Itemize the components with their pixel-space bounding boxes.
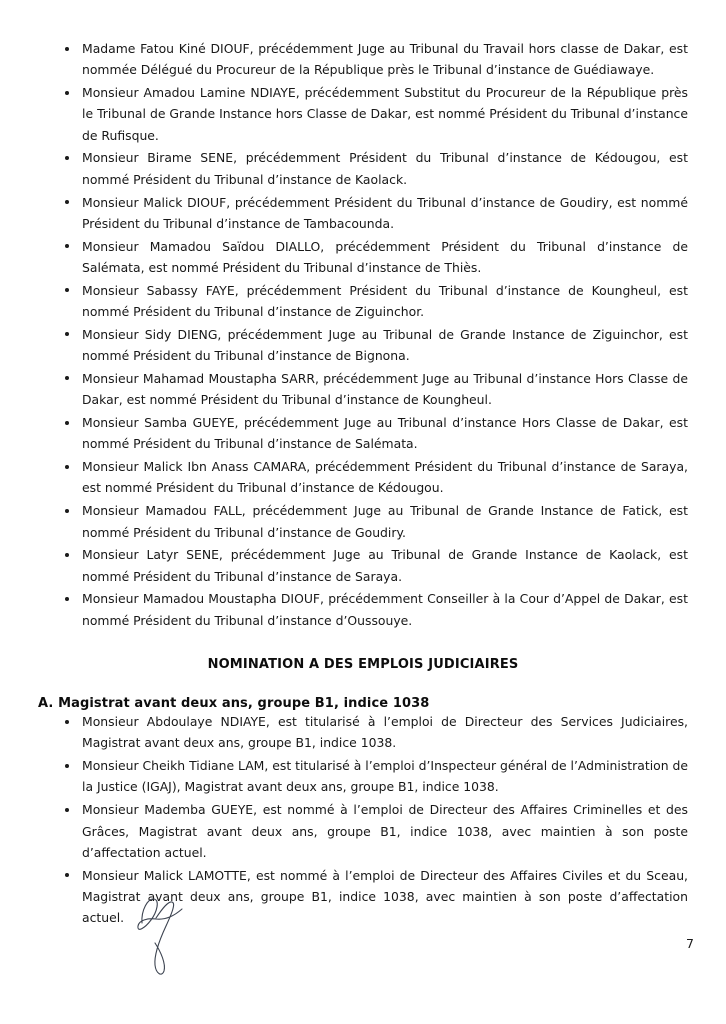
transfer-list-item [38,368,688,411]
transfer-list-item-text: Monsieur Malick DIOUF, précédemment Président du Tribunal d’instance de Goudiry, est nommé Président du Tribunal d’instance de Tambacounda. [82,194,688,231]
bullet-dot-icon [65,421,69,425]
section-heading-nomination: NOMINATION A DES EMPLOIS JUDICIAIRES [207,657,519,673]
bullet-dot-icon [65,764,69,768]
transfer-list-item-text: Monsieur Mahamad Moustapha SARR, précédemment Juge au Tribunal d’instance Hors Classe de Dakar, est nommé Président du Tribunal d’instance de Koungheul. [82,370,688,408]
bullet-dot-icon [65,244,69,248]
transfer-list-item [38,500,688,543]
bullet-dot-icon [65,553,69,557]
appointment-list-item-text: Monsieur Malick LAMOTTE, est nommé à l’emploi de Directeur des Affaires Civiles et du Sceau, Magistrat avant deux ans, groupe B1, indice 1038, avec maintien à son poste d’affectation actuel. [82,867,688,926]
bullet-dot-icon [65,597,69,601]
transfer-list-item-text: Monsieur Mamadou FALL, précédemment Juge au Tribunal de Grande Instance de Fatick, est nommé Président du Tribunal d’instance de Goudiry. [82,503,688,540]
transfer-list-item [38,588,688,631]
handwritten-signature [108,893,268,981]
transfer-list-item-text: Monsieur Malick Ibn Anass CAMARA, précédemment Président du Tribunal d’instance de Saraya, est nommé Président du Tribunal d’instance de Kédougou. [82,459,688,496]
document-body [38,38,688,930]
transfer-list-item [38,192,688,235]
transfer-list-item [38,324,688,367]
bullet-dot-icon [65,509,69,513]
transfer-list-item-text: Monsieur Mamadou Saïdou DIALLO, précédemment Président du Tribunal d’instance de Salémata, est nommé Président du Tribunal d’instance de Thiès. [82,238,688,275]
transfer-list-item-text: Monsieur Samba GUEYE, précédemment Juge au Tribunal d’instance Hors Classe de Dakar, est nommé Président du Tribunal d’instance de Salémata. [82,415,688,452]
appointment-list-item-text: Monsieur Mademba GUEYE, est nommé à l’emploi de Directeur des Affaires Criminelles et des Grâces, Magistrat avant deux ans, groupe B1, indice 1038, avec maintien à son poste d’affectation actuel. [82,802,688,860]
bullet-dot-icon [65,376,69,380]
appointment-list-item [38,755,688,798]
bullet-dot-icon [65,156,69,160]
page-number: 7 [686,936,694,951]
bullet-dot-icon [65,332,69,336]
bullet-dot-icon [65,91,69,95]
bullet-dot-icon [65,200,69,204]
transfer-list-item [38,544,688,587]
transfer-list-item-text: Monsieur Amadou Lamine NDIAYE, précédemment Substitut du Procureur de la République près le Tribunal de Grande Instance hors Classe de Dakar, est nommé Président du Tribunal d’instance de Rufisque. [82,85,688,143]
transfer-list-item [38,412,688,455]
bullet-dot-icon [65,47,69,51]
transfer-list-item-text: Monsieur Birame SENE, précédemment Président du Tribunal d’instance de Kédougou, est nommé Président du Tribunal d’instance de Kaolack. [82,150,688,187]
appointment-list-item [38,711,688,754]
bullet-dot-icon [65,720,69,724]
transfer-list-item-text: Monsieur Sabassy FAYE, précédemment Président du Tribunal d’instance de Koungheul, est nommé Président du Tribunal d’instance de Ziguinchor. [82,282,688,320]
transfer-list-item-text: Monsieur Sidy DIENG, précédemment Juge au Tribunal de Grande Instance de Ziguinchor, est nommé Président du Tribunal d’instance de Bignona. [82,326,688,364]
transfer-list-item [38,236,688,279]
appointment-list-item-text: Monsieur Cheikh Tidiane LAM, est titularisé à l’emploi d’Inspecteur général de l’Administration de la Justice (IGAJ), Magistrat avant deux ans, groupe B1, indice 1038. [82,758,688,795]
transfer-list-item-text: Madame Fatou Kiné DIOUF, précédemment Juge au Tribunal du Travail hors classe de Dakar, est nommée Délégué du Procureur de la République près le Tribunal d’instance de Guédiawaye. [82,41,688,78]
bullet-dot-icon [65,465,69,469]
subheading-magistrat-groupe-b1: A. Magistrat avant deux ans, groupe B1, indice 1038 [38,696,430,712]
transfer-list-item-text: Monsieur Mamadou Moustapha DIOUF, précédemment Conseiller à la Cour d’Appel de Dakar, est nommé Président du Tribunal d’instance d’Oussouye. [82,591,688,628]
transfers-bullet-list [38,38,688,631]
appointment-list-item-text: Monsieur Abdoulaye NDIAYE, est titularisé à l’emploi de Directeur des Services Judiciaires, Magistrat avant deux ans, groupe B1, indice 1038. [82,714,688,751]
transfer-list-item [38,147,688,190]
transfer-list-item [38,38,688,81]
transfer-list-item-text: Monsieur Latyr SENE, précédemment Juge au Tribunal de Grande Instance de Kaolack, est nommé Président du Tribunal d’instance de Saraya. [82,547,688,584]
bullet-dot-icon [65,873,69,877]
appointment-list-item [38,799,688,863]
bullet-dot-icon [65,288,69,292]
transfer-list-item [38,456,688,499]
bullet-dot-icon [65,808,69,812]
transfer-list-item [38,82,688,146]
transfer-list-item [38,280,688,323]
